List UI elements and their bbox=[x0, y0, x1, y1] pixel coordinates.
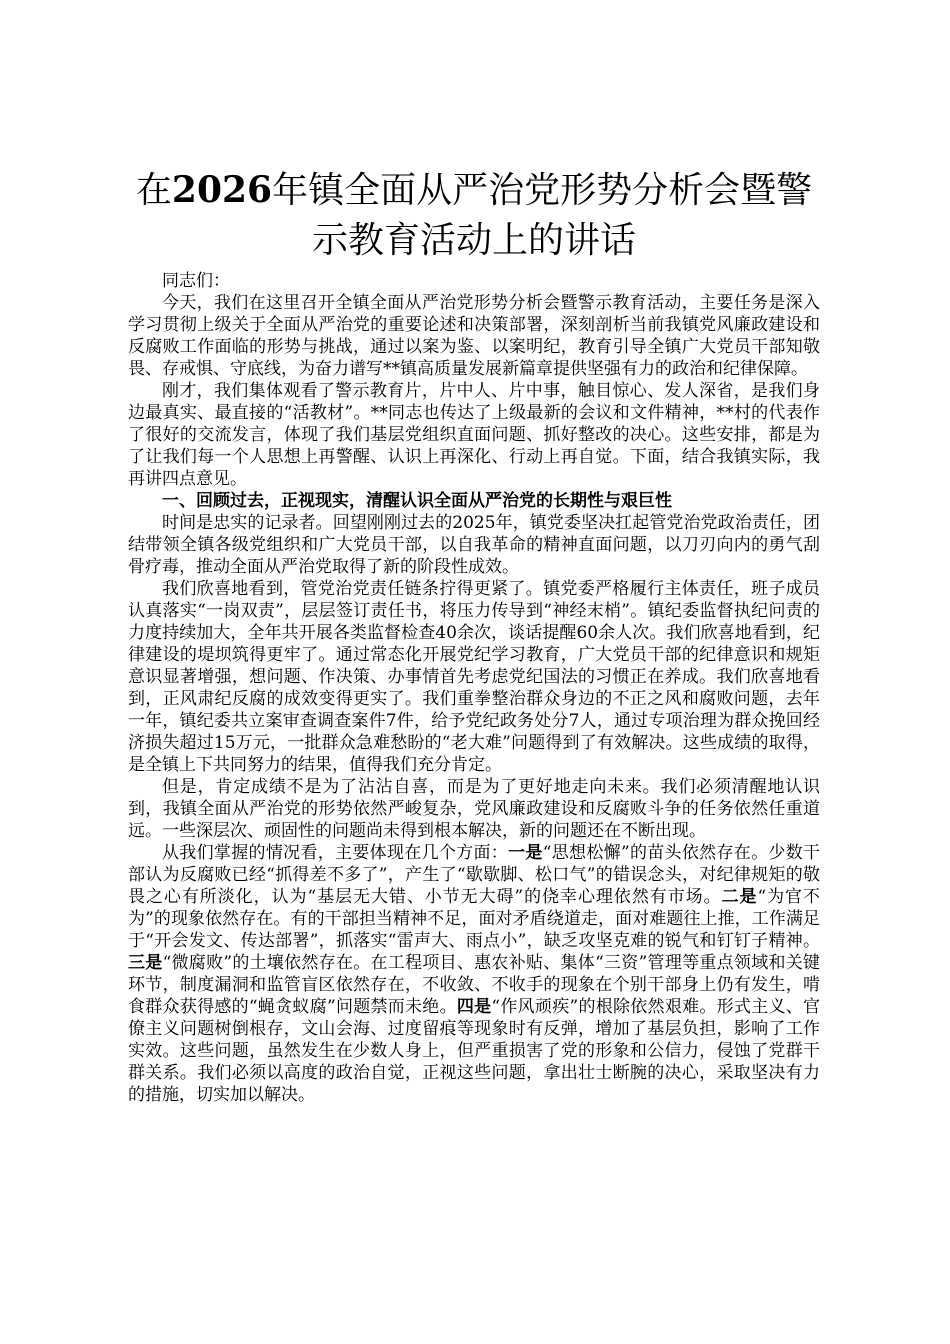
paragraph: 刚才，我们集体观看了警示教育片，片中人、片中事，触目惊心、发人深省，是我们身边最真实、最直接的“活教材”。**同志也传达了上级最新的会议和文件精神，**村的代表作了很好的交流发言，体现了我们基层党组织直面问题、抓好整改的决心。这些安排，都是为了让我们每一个人思想上再警醒、认识上再深化、行动上再自觉。下面，结合我镇实际，我再讲四点意见。 bbox=[128, 381, 820, 489]
paragraph: 时间是忠实的记录者。回望刚刚过去的2025年，镇党委坚决扛起管党治党政治责任，团结带领全镇各级党组织和广大党员干部，以自我革命的精神直面问题，以刀刃向内的勇气刮骨疗毒，推动全面从严治党取得了新的阶段性成效。 bbox=[128, 513, 820, 577]
salutation: 同志们： bbox=[162, 271, 230, 291]
point-marker: 四是 bbox=[456, 997, 492, 1017]
text-run: “为官不为”的现象依然存在。有的干部担当精神不足，面对矛盾绕道走，面对难题往上推，工作满足于“开会发文、传达部署”，抓落实“雷声大、雨点小”，缺乏攻坚克难的锐气和钉钉子精神。 bbox=[128, 887, 820, 951]
text-run: “微腐败”的土壤依然存在。在工程项目、惠农补贴、集体“三资”管理等重点领域和关键环节，制度漏洞和监管盲区依然存在，不收敛、不收手的现象在个别干部身上仍有发生，啃食群众获得感的“蝇贪蚁腐”问题禁而未绝。 bbox=[128, 953, 821, 1017]
section-heading: 一、回顾过去，正视现实，清醒认识全面从严治党的长期性与艰巨性 bbox=[162, 491, 672, 511]
point-marker: 三是 bbox=[128, 953, 163, 973]
paragraph: 我们欣喜地看到，管党治党责任链条拧得更紧了。镇党委严格履行主体责任，班子成员认真落实“一岗双责”，层层签订责任书，将压力传导到“神经末梢”。镇纪委监督执纪问责的力度持续加大，全年共开展各类监督检查40余次，谈话提醒60余人次。我们欣喜地看到，纪律建设的堤坝筑得更牢了。通过常态化开展党纪学习教育，广大党员干部的纪律意识和规矩意识显著增强，想问题、作决策、办事情首先考虑党纪国法的习惯正在养成。我们欣喜地看到，正风肃纪反腐的成效变得更实了。我们重拳整治群众身边的不正之风和腐败问题，去年一年，镇纪委共立案审查调查案件7件，给予党纪政务处分7人，通过专项治理为群众挽回经济损失超过15万元，一批群众急难愁盼的“老大难”问题得到了有效解决。这些成绩的取得，是全镇上下共同努力的结果，值得我们充分肯定。 bbox=[128, 579, 820, 775]
title-year: 2026 bbox=[171, 169, 273, 211]
title-part1: 在 bbox=[135, 170, 172, 211]
paragraph: 但是，肯定成绩不是为了沾沾自喜，而是为了更好地走向未来。我们必须清醒地认识到，我镇全面从严治党的形势依然严峻复杂，党风廉政建设和反腐败斗争的任务依然任重道远。一些深层次、顽固性的问题尚未得到根本解决，新的问题还在不断出现。 bbox=[128, 777, 820, 841]
paragraph: 今天，我们在这里召开全镇全面从严治党形势分析会暨警示教育活动，主要任务是深入学习贯彻上级关于全面从严治党的重要论述和决策部署，深刻剖析当前我镇党风廉政建设和反腐败工作面临的形势与挑战，通过以案为鉴、以案明纪，教育引导全镇广大党员干部知敬畏、存戒惧、守底线，为奋力谱写**镇高质量发展新篇章提供坚强有力的政治和纪律保障。 bbox=[128, 293, 820, 379]
text-run: “作风顽疾”的根除依然艰难。形式主义、官僚主义问题树倒根存，文山会海、过度留痕等现象时有反弹，增加了基层负担，影响了工作实效。这些问题，虽然发生在少数人身上，但严重损害了党的形象和公信力，侵蚀了党群干群关系。我们必须以高度的政治自觉，正视这些问题，拿出壮士断腕的决心，采取坚决有力的措施，切实加以解决。 bbox=[128, 997, 821, 1105]
text-run: “思想松懈”的苗头依然存在。少数干部认为反腐败已经“抓得差不多了”，产生了“歇歇脚、松口气”的错误念头，对纪律规矩的敬畏之心有所淡化，认为“基层无大错、小节无大碍”的侥幸心理依然有市场。 bbox=[128, 843, 821, 907]
point-marker: 二是 bbox=[721, 887, 758, 907]
paragraph bbox=[128, 842, 820, 1106]
document-title bbox=[128, 165, 820, 266]
document-body bbox=[128, 270, 820, 1106]
point-marker: 一是 bbox=[508, 843, 543, 863]
title-part2: 年镇全面从严治党形势分析会暨警示教育活动上的讲话 bbox=[272, 170, 813, 261]
text-run: 从我们掌握的情况看，主要体现在几个方面： bbox=[162, 843, 509, 863]
